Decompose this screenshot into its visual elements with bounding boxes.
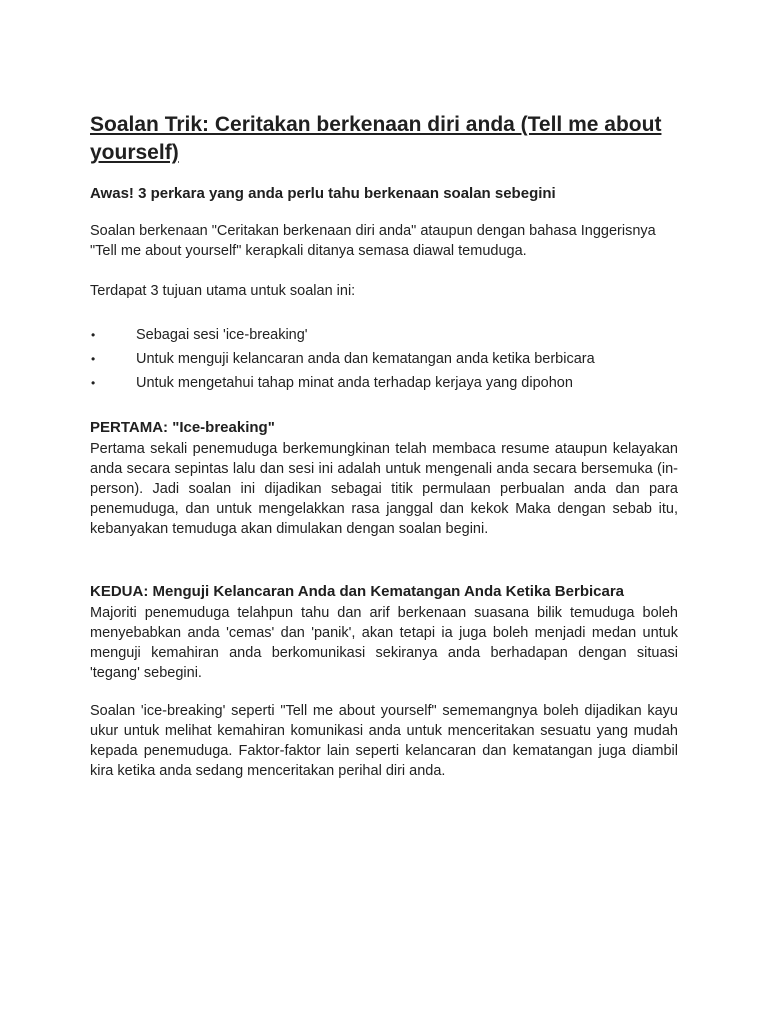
bullet-icon: • [91,376,96,390]
purpose-lead-in: Terdapat 3 tujuan utama untuk soalan ini: [90,283,356,299]
bullet-icon: • [91,352,96,366]
list-item [90,323,678,347]
section-heading: KEDUA: Menguji Kelancaran Anda dan Kematangan Anda Ketika Berbicara [90,583,625,600]
section-pertama [90,417,678,539]
section-body: Majoriti penemuduga telahpun tahu dan arif berkenaan suasana bilik temuduga boleh menyebabkan anda 'cemas' dan 'panik', akan tetapi ia juga boleh menjadi medan untuk menguji kemahiran anda berkomunikasi sekiranya anda berhadapan dengan situasi 'tegang' sebegini. [90,605,678,681]
list-item-text: Untuk menguji kelancaran anda dan kematangan anda ketika berbicara [136,351,595,367]
section-heading: PERTAMA: "Ice-breaking" [90,419,275,436]
list-item-text: Untuk mengetahui tahap minat anda terhadap kerjaya yang dipohon [136,375,573,391]
section-kedua [90,581,678,683]
list-item [90,347,678,371]
closing-paragraph: Soalan 'ice-breaking' seperti "Tell me about yourself" sememangnya boleh dijadikan kayu ukur untuk melihat kemahiran komunikasi anda untuk menceritakan sesuatu yang mudah kepada penemuduga. Faktor-faktor lain seperti kelancaran dan kematangan juga diambil kira ketika anda sedang menceritakan perihal diri anda. [90,703,678,779]
purpose-list [90,323,678,395]
bullet-icon: • [91,328,96,342]
section-body: Pertama sekali penemuduga berkemungkinan telah membaca resume ataupun kelayakan anda secara sepintas lalu dan sesi ini adalah untuk mengenali anda secara bersemuka (in-person). Jadi soalan ini dijadikan sebagai titik permulaan perbualan anda dan para penemuduga, dan untuk mengelakkan rasa janggal dan kekok Maka dengan sebab itu, kebanyakan temuduga akan dimulakan dengan soalan begini. [90,441,678,537]
list-item [90,371,678,395]
intro-paragraph: Soalan berkenaan "Ceritakan berkenaan diri anda" ataupun dengan bahasa Inggerisnya "Tell me about yourself" kerapkali ditanya semasa diawal temuduga. [90,223,656,259]
document-body [90,111,678,781]
document-subtitle: Awas! 3 perkara yang anda perlu tahu berkenaan soalan sebegini [90,185,556,202]
document-title: Soalan Trik: Ceritakan berkenaan diri anda (Tell me about yourself) [90,113,662,164]
list-item-text: Sebagai sesi 'ice-breaking' [136,327,308,343]
